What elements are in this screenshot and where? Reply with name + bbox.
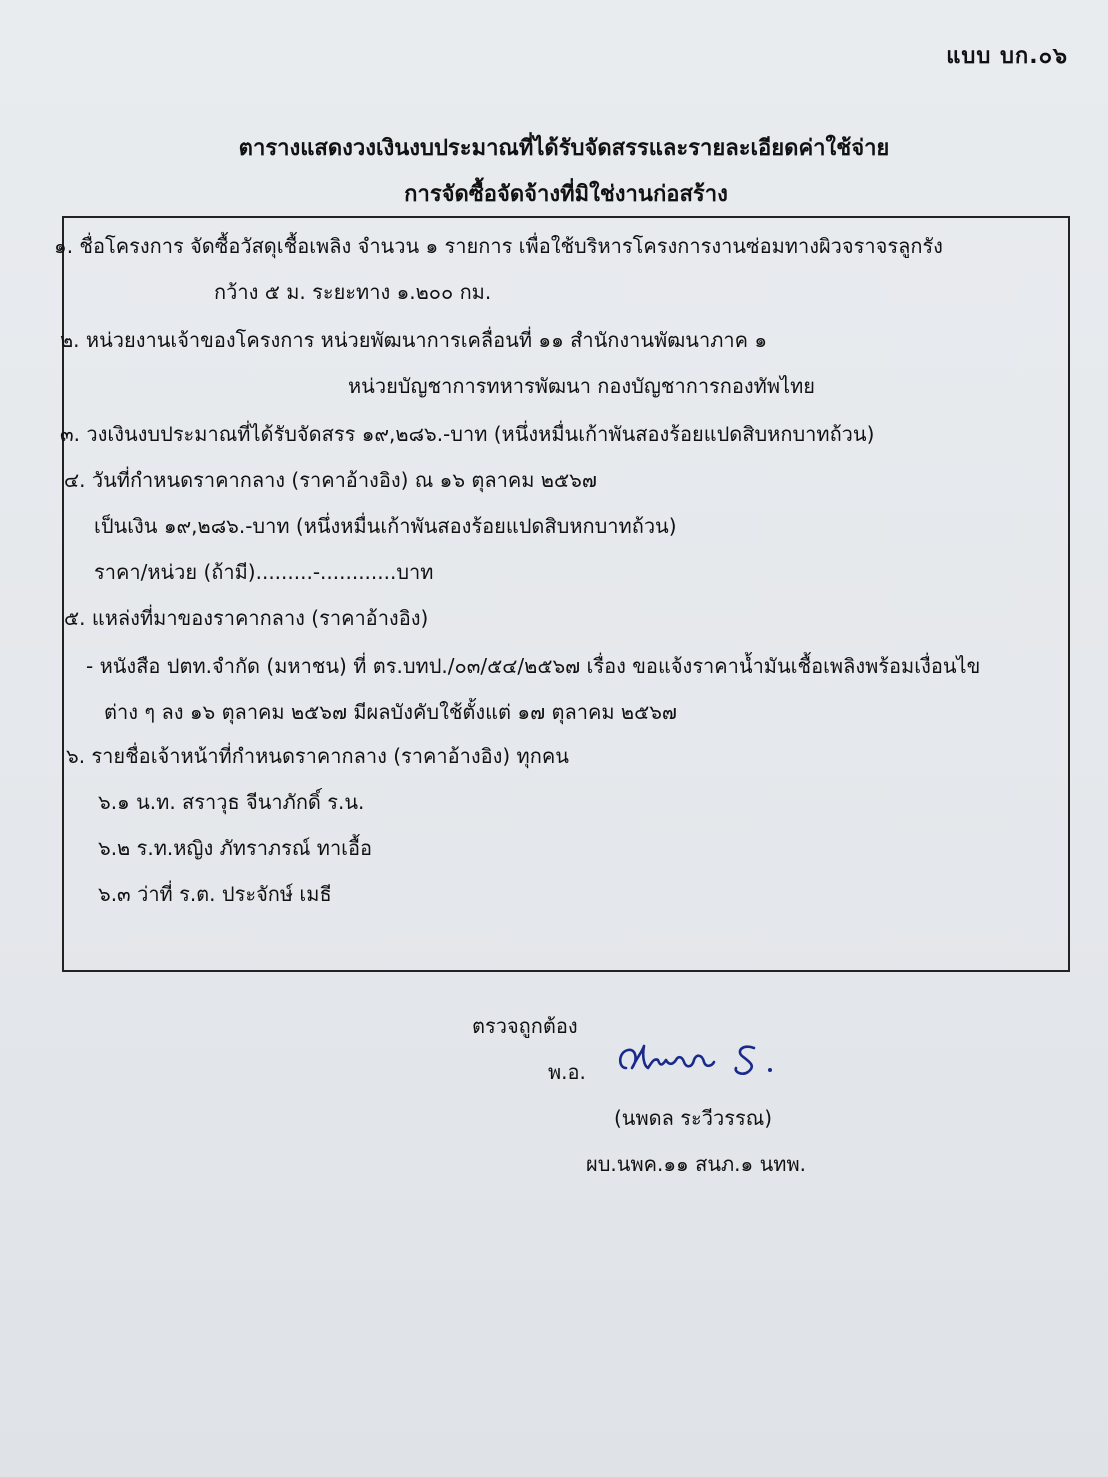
- item4-line3: ราคา/หน่วย (ถ้ามี).........-............บาท: [94, 560, 434, 584]
- item1-line2: กว้าง ๕ ม. ระยะทาง ๑.๒๐๐ กม.: [214, 280, 492, 304]
- signer-position: ผบ.นพค.๑๑ สนภ.๑ นทพ.: [586, 1152, 806, 1176]
- item5-line2: - หนังสือ ปตท.จำกัด (มหาชน) ที่ ตร.บทป./๐๓/๕๔/๒๕๖๗ เรื่อง ขอแจ้งราคาน้ำมันเชื้อเพลิงพร้อมเงื่อนไข: [86, 654, 981, 678]
- item2-line1: ๒. หน่วยงานเจ้าของโครงการ หน่วยพัฒนาการเคลื่อนที่ ๑๑ สำนักงานพัฒนาภาค ๑: [60, 328, 768, 352]
- item3: ๓. วงเงินงบประมาณที่ได้รับจัดสรร ๑๙,๒๘๖.-บาท (หนึ่งหมื่นเก้าพันสองร้อยแปดสิบหกบาทถ้วน): [60, 422, 875, 446]
- item6-official-3: ๖.๓ ว่าที่ ร.ต. ประจักษ์ เมธี: [98, 882, 332, 906]
- item2-line2: หน่วยบัญชาการทหารพัฒนา กองบัญชาการกองทัพไทย: [348, 374, 816, 398]
- item6-official-1: ๖.๑ น.ท. สราวุธ จีนาภักดิ์ ร.น.: [98, 790, 365, 814]
- item6-official-2: ๖.๒ ร.ท.หญิง ภัทราภรณ์ ทาเอื้อ: [98, 836, 373, 860]
- item1-line1: ๑. ชื่อโครงการ จัดซื้อวัสดุเชื้อเพลิง จำนวน ๑ รายการ เพื่อใช้บริหารโครงการงานซ่อมทางผิวจราจรลูกรัง: [54, 234, 943, 258]
- signer-name: (นพดล ระวีวรรณ): [614, 1106, 773, 1130]
- item5-line1: ๕. แหล่งที่มาของราคากลาง (ราคาอ้างอิง): [64, 606, 429, 630]
- verified-label: ตรวจถูกต้อง: [472, 1014, 578, 1038]
- signer-rank: พ.อ.: [548, 1060, 586, 1084]
- form-code: แบบ บก.๐๖: [946, 44, 1068, 69]
- item6-line1: ๖. รายชื่อเจ้าหน้าที่กำหนดราคากลาง (ราคาอ้างอิง) ทุกคน: [66, 744, 569, 768]
- item4-line2: เป็นเงิน ๑๙,๒๘๖.-บาท (หนึ่งหมื่นเก้าพันสองร้อยแปดสิบหกบาทถ้วน): [94, 514, 677, 538]
- item5-line3: ต่าง ๆ ลง ๑๖ ตุลาคม ๒๕๖๗ มีผลบังคับใช้ตั้งแต่ ๑๗ ตุลาคม ๒๕๖๗: [104, 700, 677, 724]
- handwritten-signature: [614, 1038, 784, 1082]
- document-title-line2: การจัดซื้อจัดจ้างที่มิใช่งานก่อสร้าง: [404, 182, 728, 207]
- document-title-line1: ตารางแสดงวงเงินงบประมาณที่ได้รับจัดสรรและรายละเอียดค่าใช้จ่าย: [238, 136, 890, 161]
- item4-line1: ๔. วันที่กำหนดราคากลาง (ราคาอ้างอิง) ณ ๑๖ ตุลาคม ๒๕๖๗: [64, 468, 597, 492]
